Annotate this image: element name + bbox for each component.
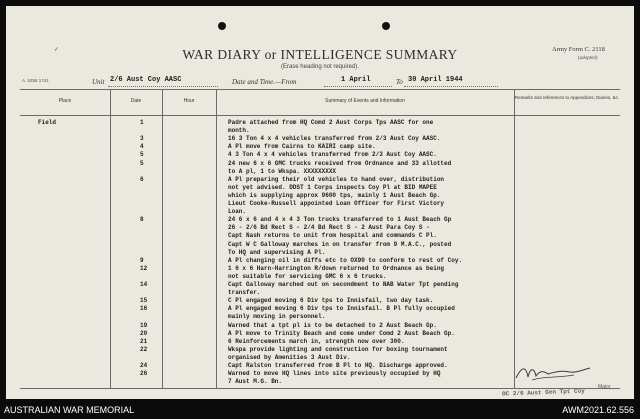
entry-summary: 4 3 Ton 4 x 4 vehicles transferred from 2/3 Aust Coy AASC.: [228, 151, 437, 159]
entry-summary: Warned to move HQ lines into site previously occupied by HQ: [228, 370, 441, 378]
entry-date: 21: [140, 337, 148, 345]
entry-date: 20: [140, 329, 148, 337]
diary-entry-row: [20, 322, 620, 329]
to-date-value: 30 April 1944: [408, 76, 463, 84]
entry-summary: mainly moving in personnel.: [228, 313, 326, 321]
unit-label: Unit: [92, 78, 105, 86]
entry-summary: to A pl, 1 to Wkspa. XXXXXXXXX: [228, 167, 337, 175]
entry-summary: Wkspa provide lighting and construction for boxing tournament: [228, 345, 448, 353]
entry-summary: A Pl move to Trinity Beach and come under Comd 2 Aust Beach Gp.: [228, 329, 455, 337]
entry-date: 12: [140, 264, 148, 272]
entry-summary: transfer.: [228, 289, 261, 297]
entry-summary: A Pl changing oil in diffs etc to OX90 to conform to rest of Coy.: [228, 256, 463, 264]
entry-date: 5: [140, 159, 144, 167]
war-diary-sheet: [6, 6, 634, 399]
entry-date: 1: [140, 119, 144, 126]
entry-summary: which is supplying approx 9600 tps, mainly 1 Aust Beach Gp.: [228, 191, 441, 199]
diary-entry-row: [20, 281, 620, 288]
from-date-line: [324, 86, 392, 87]
diary-table: [20, 89, 620, 389]
entry-place: Field: [38, 119, 57, 126]
column-header-summary: Summary of Events and Information: [325, 98, 405, 104]
diary-entry-row: [20, 176, 620, 183]
diary-entry-row: [20, 241, 620, 248]
entry-summary: Padre attached from HQ Comd 2 Aust Corps Tps AASC for one: [228, 119, 434, 126]
column-header-hour: Hour: [183, 98, 195, 104]
archive-name: AUSTRALIAN WAR MEMORIAL: [4, 405, 135, 415]
entry-date: 16: [140, 305, 148, 313]
diary-entry-row: [20, 168, 620, 175]
entry-summary: Warned that a tpt pl is to be detached to 2 Aust Beach Gp.: [228, 321, 437, 329]
diary-entry-row: [20, 232, 620, 239]
diary-entry-row: [20, 143, 620, 150]
entry-date: 14: [140, 281, 148, 288]
entry-date: 22: [140, 345, 148, 353]
diary-entry-row: [20, 346, 620, 353]
diary-entry-row: [20, 119, 620, 126]
entry-summary: A Pl preparing their old vehicles to hand over, distribution: [228, 175, 445, 183]
column-header-date: Date: [130, 98, 142, 104]
entry-date: 5: [140, 151, 144, 159]
entry-summary: 24 new 6 x 6 GMC trucks received from Ordnance and 33 allotted: [228, 159, 452, 167]
entry-date: 3: [140, 135, 144, 143]
entry-date: 4: [140, 143, 144, 151]
entry-summary: not yet advised. DDST 1 Corps inspects Coy Pl at BID MAPEE: [228, 183, 437, 191]
diary-entry-row: [20, 289, 620, 296]
entry-date: 8: [140, 216, 144, 224]
column-header-place: Place: [58, 98, 72, 104]
diary-entry-row: [20, 297, 620, 304]
diary-entry-row: [20, 338, 620, 345]
diary-entry-row: [20, 257, 620, 264]
diary-entry-row: [20, 192, 620, 199]
entry-summary: 24 6 x 6 and 4 x 4 3 Ton trucks transferred to 1 Aust Beach Gp: [228, 216, 452, 224]
diary-entry-row: [20, 135, 620, 142]
entry-summary: Loan.: [228, 208, 247, 216]
entry-date: 15: [140, 297, 148, 305]
archive-footer: [0, 403, 640, 419]
archive-reference: AWM2021.62.556: [562, 405, 634, 415]
entry-summary: 6 Reinforcements march in, strength now over 300.: [228, 337, 405, 345]
diary-entry-row: [20, 273, 620, 280]
entry-summary: Capt Ralston transferred from B Pl to HQ. Discharge approved.: [228, 362, 448, 369]
diary-entry-row: [20, 208, 620, 215]
entry-summary: Lieut Cooke-Russell appointed Loan Officer for First Victory: [228, 200, 445, 207]
from-date-value: 1 April: [341, 76, 371, 84]
entry-summary: 26 - 2/6 Bd Rect S - 2/4 Bd Rect S - 2 Aust Para Coy S -: [228, 224, 430, 232]
to-label: To: [396, 78, 403, 86]
entry-date: 24: [140, 362, 148, 369]
stamp-rank: Major: [598, 384, 611, 390]
entry-summary: not suitable for servicing GMC 6 x 6 trucks.: [228, 272, 387, 280]
reference-code: A. 5258 1741: [22, 78, 49, 83]
diary-entry-row: [20, 305, 620, 312]
entry-summary: organised by Amenities 3 Aust Div.: [228, 353, 351, 361]
unit-line: [108, 86, 218, 87]
signature-image: [514, 362, 592, 384]
diary-entry-row: [20, 354, 620, 361]
unit-stamp: OC 2/6 Aust Gen Tpt Coy: [501, 387, 585, 398]
date-time-label: Date and Time.—From: [232, 78, 297, 86]
diary-entry-row: [20, 224, 620, 231]
punch-hole-left: [218, 22, 226, 30]
column-header-remarks: Remarks and references to Appendices, Diaries, &c.: [514, 95, 620, 100]
entry-summary: Capt W C Galloway marches in on transfer from 9 M.A.C., posted: [228, 240, 452, 248]
entry-summary: A Pl move from Cairns to KAIRI camp site.: [228, 143, 376, 151]
punch-hole-right: [382, 22, 390, 30]
entry-summary: 7 Aust M.G. Bn.: [228, 378, 283, 386]
unit-value: 2/6 Aust Coy AASC: [110, 76, 182, 84]
army-form-note: (adopted): [578, 56, 598, 61]
diary-entry-row: [20, 265, 620, 272]
document-title: WAR DIARY or INTELLIGENCE SUMMARY: [182, 47, 458, 62]
entry-summary: To HQ and supervising A Pl.: [228, 248, 326, 256]
entry-summary: A Pl engaged moving 6 Div tps to Innisfail. B Pl fully occupied: [228, 305, 455, 313]
diary-entry-row: [20, 200, 620, 207]
diary-entry-row: [20, 313, 620, 320]
entry-date: 9: [140, 256, 144, 264]
entry-summary: Capt Galloway marched out on secondment to NAB Water Tpt pending: [228, 281, 459, 288]
header-rule: [20, 115, 620, 116]
diary-entry-row: [20, 330, 620, 337]
margin-mark: ✓: [54, 47, 60, 53]
entry-summary: 16 3 Ton 4 x 4 vehicles transferred from 2/3 Aust Coy AASC.: [228, 135, 441, 143]
diary-entry-row: [20, 184, 620, 191]
entry-date: 6: [140, 175, 144, 183]
diary-entry-row: [20, 160, 620, 167]
to-date-line: [404, 86, 498, 87]
document-subtitle: (Erase heading not required).: [280, 64, 360, 70]
entry-date: 19: [140, 321, 148, 329]
entry-summary: Capt Nash returns to unit from hospital and commands C Pl.: [228, 232, 437, 240]
diary-entry-row: [20, 249, 620, 256]
diary-entry-row: [20, 216, 620, 223]
diary-entry-row: [20, 151, 620, 158]
entry-summary: C Pl engaged moving 6 Div tps to Innisfail, two day task.: [228, 297, 434, 305]
entry-date: 26: [140, 370, 148, 378]
diary-entry-row: [20, 127, 620, 134]
entry-summary: 1 6 x 6 Harn-Harrington R/down returned to Ordnance as being: [228, 264, 445, 272]
army-form-number: Army Form C. 2118: [552, 46, 605, 53]
entry-summary: month.: [228, 127, 250, 135]
